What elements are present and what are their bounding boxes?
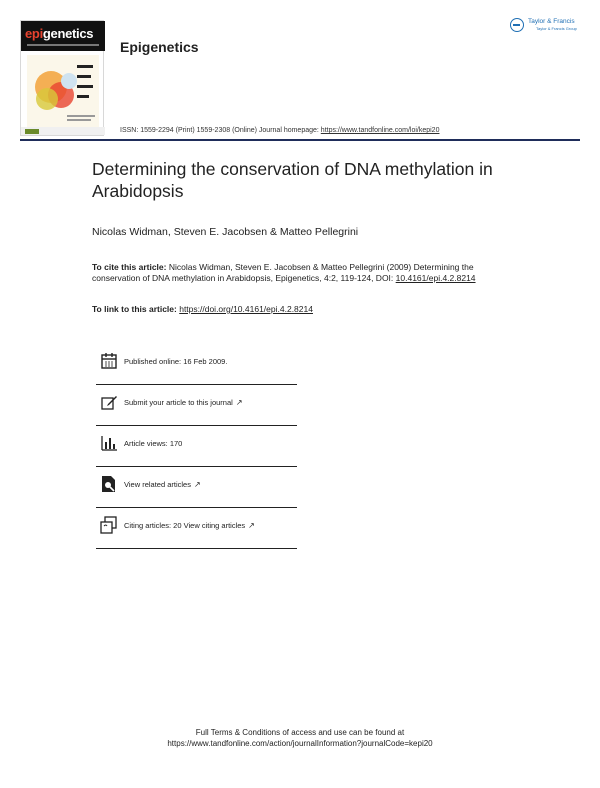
article-link-label: To link to this article: [92, 304, 180, 314]
cover-header-band [21, 21, 105, 51]
article-title: Determining the conservation of DNA methylation in Arabidopsis [92, 159, 493, 201]
terms-footer [0, 727, 600, 749]
citing-articles-link[interactable]: Citing articles: 20 View citing articles ↗ [124, 521, 255, 530]
header-divider [20, 139, 580, 141]
submit-article-link[interactable]: Submit your article to this journal ↗ [124, 398, 243, 407]
publisher-logo-group: Taylor & Francis Group [536, 25, 577, 31]
journal-cover-image [20, 20, 104, 136]
citation-block [92, 262, 512, 284]
journal-name[interactable]: Epigenetics [120, 39, 199, 55]
related-articles-link[interactable]: View related articles ↗ [124, 480, 201, 489]
article-link-line [92, 304, 313, 314]
cover-title: epigenetics [25, 26, 94, 41]
cover-footer [21, 127, 105, 135]
external-link-icon: ↗ [235, 398, 243, 407]
external-link-icon: ↗ [248, 521, 255, 530]
publisher-logo-name: Taylor & Francis [528, 18, 575, 26]
citation-doi-link[interactable]: 10.4161/epi.4.2.8214 [395, 273, 476, 283]
publisher-logo-icon [510, 18, 524, 32]
issn-line: ISSN: 1559-2294 (Print) 1559-2308 (Online) Journal homepage: https://www.tandfonline.com/loi/kepi20 [120, 127, 440, 134]
terms-footer-line1: Full Terms & Conditions of access and use can be found at [195, 728, 405, 737]
publisher-logo[interactable] [510, 16, 577, 34]
journal-homepage-link[interactable]: https://www.tandfonline.com/loi/kepi20 [320, 127, 440, 134]
cover-illustration [27, 55, 99, 127]
citation-label: To cite this article: [92, 262, 169, 272]
related-articles-item[interactable] [96, 467, 297, 508]
published-online-text: Published online: 16 Feb 2009. [124, 357, 228, 366]
edit-icon [100, 393, 118, 411]
calendar-icon [100, 352, 118, 370]
published-online-item [96, 344, 297, 385]
submit-article-item[interactable] [96, 385, 297, 426]
article-views-text: Article views: 170 [124, 439, 183, 448]
article-authors: Nicolas Widman, Steven E. Jacobsen & Matteo Pellegrini [92, 226, 359, 238]
article-doi-link[interactable]: https://doi.org/10.4161/epi.4.2.8214 [179, 304, 313, 314]
cover-subtitle-bar [27, 44, 99, 46]
external-link-icon: ↗ [193, 480, 201, 489]
citing-articles-icon [100, 516, 118, 534]
article-views-item [96, 426, 297, 467]
citation-text: Nicolas Widman, Steven E. Jacobsen & Matteo Pellegrini (2009) Determining the conservation of DNA methylation in Arabidopsis, Epigenetics, 4:2, 119-124, DOI: [92, 262, 474, 283]
citing-articles-item[interactable] [96, 508, 297, 549]
search-document-icon [100, 475, 118, 493]
bar-chart-icon [100, 434, 118, 452]
terms-footer-link[interactable]: https://www.tandfonline.com/action/journalInformation?journalCode=kepi20 [167, 739, 433, 748]
